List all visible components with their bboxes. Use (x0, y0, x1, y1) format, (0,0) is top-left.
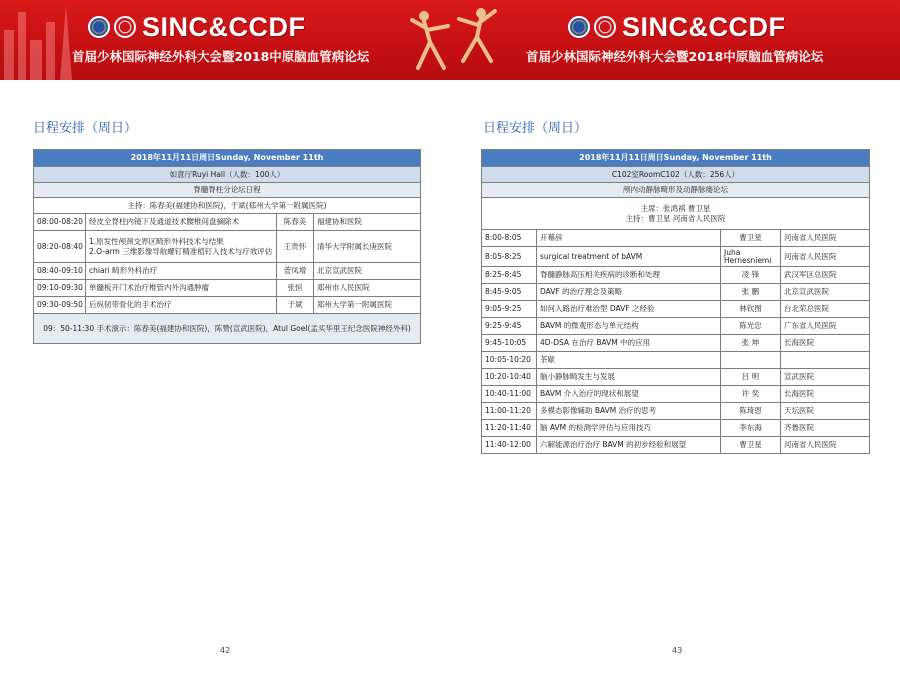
topic-cell: 开幕辞 (537, 230, 721, 247)
hospital-cell: 北京宣武医院 (781, 284, 870, 301)
topic-cell: 1.原发性颅颈交界区畸形外科技术与结果 2.O-arm 三维影像导航螺钉精准植钉入技术与疗效评估 (86, 231, 277, 263)
room-info: 如意厅Ruyi Hall（人数：100人） (34, 167, 421, 183)
time-cell: 10:40-11:00 (482, 386, 537, 403)
session-chairs: 主席：张鸿祺 曹卫星 主持：曹卫星 河南省人民医院 (482, 198, 870, 230)
speaker-cell: 吕 明 (721, 369, 781, 386)
table-row (34, 231, 421, 263)
time-cell: 8:45-9:05 (482, 284, 537, 301)
session-title: 脊髓脊柱分论坛日程 (34, 183, 421, 198)
time-cell: 09:10-09:30 (34, 280, 86, 297)
time-cell: 08:00-08:20 (34, 214, 86, 231)
speaker-cell: 林钦图 (721, 301, 781, 318)
speaker-cell: 李东海 (721, 420, 781, 437)
table-row (482, 352, 870, 369)
time-cell: 9:25-9:45 (482, 318, 537, 335)
speaker-cell (721, 352, 781, 369)
time-cell: 11:20-11:40 (482, 420, 537, 437)
speaker-cell: 陈琦恩 (721, 403, 781, 420)
session-chairs: 主持：陈春美(福建协和医院)，于斌(郑州大学第一附属医院) (34, 198, 421, 214)
speaker-cell: 王贵怀 (277, 231, 314, 263)
topic-cell: 多模态影像辅助 BAVM 治疗的思考 (537, 403, 721, 420)
date-header: 2018年11月11日周日Sunday, November 11th (34, 150, 421, 167)
speaker-cell: 张 鹏 (721, 284, 781, 301)
speaker-cell: 曹卫星 (721, 230, 781, 247)
speaker-cell: 陈春美 (277, 214, 314, 231)
hospital-cell: 福建协和医院 (314, 214, 421, 231)
hospital-cell: 武汉军区总医院 (781, 267, 870, 284)
speaker-cell: 于斌 (277, 297, 314, 314)
society-emblem-icon (568, 16, 590, 38)
header-banner (450, 0, 900, 80)
table-row (482, 318, 870, 335)
conference-emblem-icon (114, 16, 136, 38)
time-cell: 8:25-8:45 (482, 267, 537, 284)
header-banner (0, 0, 450, 80)
table-row (482, 301, 870, 318)
speaker-cell: 陈光忠 (721, 318, 781, 335)
hospital-cell (781, 352, 870, 369)
martial-artist-icon (455, 5, 499, 67)
right-page (450, 0, 900, 675)
speaker-cell: Juha Hernesniemi (721, 247, 781, 267)
topic-cell: 脑小静脉畸发生与发展 (537, 369, 721, 386)
table-row (482, 420, 870, 437)
speaker-cell: 凌 锋 (721, 267, 781, 284)
time-cell: 9:05-9:25 (482, 301, 537, 318)
topic-cell: 后纵韧带骨化的手术治疗 (86, 297, 277, 314)
topic-cell: 脊髓静脉高压相关疾病的诊断和处理 (537, 267, 721, 284)
topic-cell: surgical treatment of bAVM (537, 247, 721, 267)
hospital-cell: 清华大学附属长庚医院 (314, 231, 421, 263)
page-number: 43 (672, 646, 683, 655)
table-row (482, 386, 870, 403)
date-header: 2018年11月11日周日Sunday, November 11th (482, 150, 870, 167)
time-cell: 10:05-10:20 (482, 352, 537, 369)
schedule-table (33, 149, 421, 344)
banner-subtitle: 首届少林国际神经外科大会暨2018中原脑血管病论坛 (72, 49, 370, 64)
table-row (482, 437, 870, 454)
topic-cell: 茶歇 (537, 352, 721, 369)
hospital-cell: 长海医院 (781, 386, 870, 403)
speaker-cell: 菅凤增 (277, 263, 314, 280)
hospital-cell: 天坛医院 (781, 403, 870, 420)
hospital-cell: 台北荣总医院 (781, 301, 870, 318)
society-emblem-icon (88, 16, 110, 38)
time-cell: 11:00-11:20 (482, 403, 537, 420)
speaker-cell: 许 奕 (721, 386, 781, 403)
speaker-cell: 张恒 (277, 280, 314, 297)
topic-cell: 脑 AVM 的检测学评估与应用技巧 (537, 420, 721, 437)
table-row (482, 284, 870, 301)
section-title: 日程安排（周日） (483, 121, 588, 136)
hospital-cell: 河南省人民医院 (781, 247, 870, 267)
table-row (482, 335, 870, 352)
topic-cell: 六解能源治疗治疗 BAVM 的初步经验和展望 (537, 437, 721, 454)
hospital-cell: 长海医院 (781, 335, 870, 352)
table-row (34, 214, 421, 231)
room-info: C102室RoomC102（人数：256人） (482, 167, 870, 183)
conference-emblem-icon (594, 16, 616, 38)
brand-title: SINC&CCDF (142, 12, 306, 42)
topic-cell: BAVM 的微观形态与单元结构 (537, 318, 721, 335)
time-cell: 8:05-8:25 (482, 247, 537, 267)
table-row (482, 403, 870, 420)
hospital-cell: 河南省人民医院 (781, 437, 870, 454)
time-cell: 8:00-8:05 (482, 230, 537, 247)
time-cell: 10:20-10:40 (482, 369, 537, 386)
table-row (34, 280, 421, 297)
time-cell: 9:45-10:05 (482, 335, 537, 352)
speaker-cell: 曹卫星 (721, 437, 781, 454)
hospital-cell: 郑州市人民医院 (314, 280, 421, 297)
hospital-cell: 北京宣武医院 (314, 263, 421, 280)
hospital-cell: 齐鲁医院 (781, 420, 870, 437)
time-cell: 09:30-09:50 (34, 297, 86, 314)
city-skyline-icon (0, 0, 80, 80)
topic-cell: 单髓板开门术治疗椎管内外沟通肿瘤 (86, 280, 277, 297)
hospital-cell: 河南省人民医院 (781, 230, 870, 247)
topic-cell: 如何入路治疗难治型 DAVF 之经验 (537, 301, 721, 318)
brand-title: SINC&CCDF (622, 12, 786, 42)
topic-cell: 经皮全脊柱内镜下及通道技术腰椎间盘摘除术 (86, 214, 277, 231)
speaker-cell: 张 坤 (721, 335, 781, 352)
time-cell: 08:20-08:40 (34, 231, 86, 263)
hospital-cell: 宣武医院 (781, 369, 870, 386)
page-number: 42 (220, 646, 231, 655)
time-cell: 11:40-12:00 (482, 437, 537, 454)
table-row (34, 297, 421, 314)
table-row (482, 247, 870, 267)
table-row (482, 369, 870, 386)
hospital-cell: 广东省人民医院 (781, 318, 870, 335)
table-row (482, 267, 870, 284)
surgery-demo-note: 09：50-11:30 手术演示：陈春美(福建协和医院)，陈赞(宣武医院)，Atul Goel(孟买华里王纪念医院神经外科) (34, 314, 421, 344)
session-title: 颅内动静脉畸形及动静脉瘘论坛 (482, 183, 870, 198)
topic-cell: BAVM 介入治疗的现状和展望 (537, 386, 721, 403)
topic-cell: 4D-DSA 在治疗 BAVM 中的应用 (537, 335, 721, 352)
banner-subtitle: 首届少林国际神经外科大会暨2018中原脑血管病论坛 (526, 49, 824, 64)
time-cell: 08:40-09:10 (34, 263, 86, 280)
topic-cell: DAVF 的治疗理念及策略 (537, 284, 721, 301)
schedule-table (481, 149, 870, 454)
topic-cell: chiari 畸形外科治疗 (86, 263, 277, 280)
section-title: 日程安排（周日） (33, 121, 138, 136)
table-row (34, 263, 421, 280)
table-row (482, 230, 870, 247)
martial-artist-icon (410, 8, 450, 74)
hospital-cell: 郑州大学第一附属医院 (314, 297, 421, 314)
